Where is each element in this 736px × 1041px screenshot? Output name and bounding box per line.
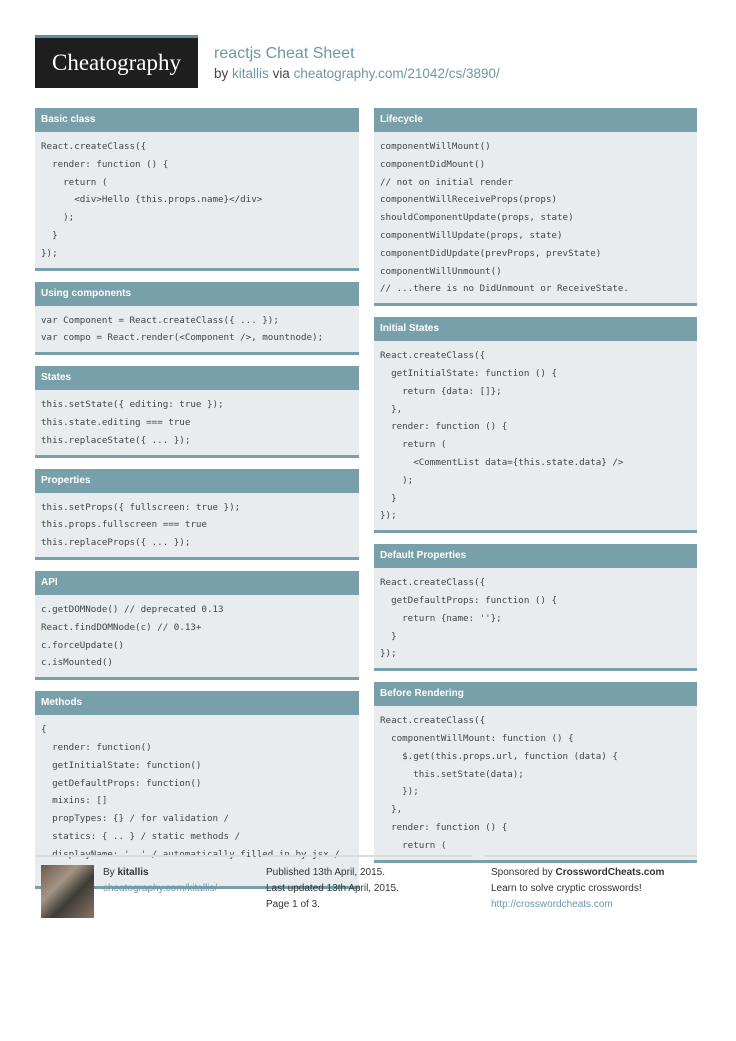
code-block <box>374 341 697 530</box>
page-number: Page 1 of 3. <box>266 899 320 910</box>
code-line: mixins: [] <box>41 795 108 807</box>
code-line: }, <box>380 804 403 816</box>
code-line: } <box>380 630 397 642</box>
sponsor-prefix: Sponsored by <box>491 867 553 878</box>
code-block <box>35 132 359 268</box>
code-block <box>35 306 359 353</box>
code-line: propTypes: {} / for validation / <box>41 813 230 825</box>
sponsor-text: Learn to solve cryptic crosswords! <box>491 883 642 894</box>
code-line: componentWillUnmount() <box>380 265 502 277</box>
code-line: ); <box>41 212 75 224</box>
code-line: React.createClass({ <box>380 350 486 362</box>
code-line: var Component = React.createClass({ ... }); <box>41 314 279 326</box>
sheet-url-link[interactable]: cheatography.com/21042/cs/3890/ <box>293 66 500 81</box>
code-line: var compo = React.render(<Component />, mountnode); <box>41 332 324 344</box>
code-line: componentWillUpdate(props, state) <box>380 229 563 241</box>
code-line: return {name: ''}; <box>380 612 502 624</box>
section-api <box>35 571 359 680</box>
code-block <box>374 568 697 668</box>
code-line: return ( <box>41 176 108 188</box>
code-line: getDefaultProps: function () { <box>380 594 558 606</box>
code-line: render: function () { <box>41 158 169 170</box>
code-line: React.createClass({ <box>41 141 147 152</box>
code-line: return ( <box>380 839 447 851</box>
code-line: getDefaultProps: function() <box>41 777 202 789</box>
code-line: }); <box>41 247 58 259</box>
section-title: API <box>35 571 359 595</box>
section-states <box>35 366 359 457</box>
code-line: this.replaceProps({ ... }); <box>41 537 191 549</box>
code-line: return ( <box>380 439 447 451</box>
published-date: Published 13th April, 2015. <box>266 867 385 878</box>
sponsor-name[interactable]: CrosswordCheats.com <box>555 867 665 878</box>
code-block <box>35 390 359 454</box>
code-line: componentWillReceiveProps(props) <box>380 194 558 206</box>
left-column <box>35 108 359 900</box>
code-line: getInitialState: function () { <box>380 367 558 379</box>
section-using-components <box>35 282 359 356</box>
code-line: getInitialState: function() <box>41 759 202 771</box>
updated-date: Last updated 13th April, 2015. <box>266 883 399 894</box>
footer-dates <box>261 855 472 927</box>
code-line: <CommentList data={this.state.data} /> <box>380 456 624 468</box>
sheet-title: reactjs Cheat Sheet <box>214 45 355 62</box>
footer-author <box>35 855 247 927</box>
code-line: this.setProps({ fullscreen: true }); <box>41 501 241 513</box>
code-line: return {data: []}; <box>380 385 502 397</box>
code-line: { <box>41 724 47 736</box>
footer-author-name[interactable]: kitallis <box>117 867 149 878</box>
section-initial-states <box>374 317 697 533</box>
code-line: this.state.editing === true <box>41 416 191 428</box>
code-line: }); <box>380 510 397 522</box>
code-line: render: function () { <box>380 421 508 433</box>
code-line: c.isMounted() <box>41 657 113 669</box>
section-title: Using components <box>35 282 359 306</box>
code-line: React.findDOMNode(c) // 0.13+ <box>41 621 202 633</box>
footer-author-url[interactable]: cheatography.com/kitallis/ <box>103 883 218 894</box>
code-line: } <box>41 229 58 241</box>
code-line: c.forceUpdate() <box>41 639 124 651</box>
code-line: componentWillMount: function () { <box>380 732 574 744</box>
section-title: Basic class <box>35 108 359 132</box>
code-line: <div>Hello {this.props.name}</div> <box>41 194 263 206</box>
code-line: $.get(this.props.url, function (data) { <box>380 750 618 762</box>
code-block <box>35 595 359 677</box>
code-line: this.replaceState({ ... }); <box>41 434 191 446</box>
code-line: } <box>380 492 397 504</box>
code-line: render: function () { <box>380 821 508 833</box>
code-line: shouldComponentUpdate(props, state) <box>380 212 574 224</box>
section-title: Properties <box>35 469 359 493</box>
sponsor-url[interactable]: http://crosswordcheats.com <box>491 899 613 910</box>
code-line: componentWillMount() <box>380 141 491 152</box>
via-text: via <box>272 66 290 81</box>
code-line: componentDidUpdate(prevProps, prevState) <box>380 247 602 259</box>
by-prefix: by <box>214 66 229 81</box>
footer-by-label: By <box>103 867 115 878</box>
section-basic-class <box>35 108 359 271</box>
code-line: // ...there is no DidUnmount or ReceiveState. <box>380 283 629 295</box>
code-line: this.setState(data); <box>380 768 524 780</box>
code-line: }); <box>380 648 397 660</box>
code-block <box>374 132 697 303</box>
code-line: ); <box>380 474 414 486</box>
author-avatar <box>41 865 94 918</box>
code-line: }); <box>380 786 419 798</box>
section-properties <box>35 469 359 560</box>
code-block <box>35 493 359 557</box>
code-line: this.setState({ editing: true }); <box>41 399 224 411</box>
section-title: Methods <box>35 691 359 715</box>
section-title: Initial States <box>374 317 697 341</box>
section-lifecycle <box>374 108 697 306</box>
footer-sponsor <box>485 855 697 927</box>
section-title: Default Properties <box>374 544 697 568</box>
code-line: componentDidMount() <box>380 158 486 170</box>
code-line: // not on initial render <box>380 176 513 188</box>
code-line: statics: { .. } / static methods / <box>41 830 241 842</box>
code-line: React.createClass({ <box>380 715 486 727</box>
author-link[interactable]: kitallis <box>232 66 269 81</box>
code-line: c.getDOMNode() // deprecated 0.13 <box>41 603 224 615</box>
code-line: React.createClass({ <box>380 577 486 589</box>
section-title: States <box>35 366 359 390</box>
section-title: Before Rendering <box>374 682 697 706</box>
byline <box>214 66 500 81</box>
section-before-rendering <box>374 682 697 862</box>
code-line: displayName: '..' / automatically filled in by jsx / <box>41 848 340 860</box>
code-line: }, <box>380 403 403 415</box>
code-block <box>374 706 697 859</box>
section-title: Lifecycle <box>374 108 697 132</box>
section-default-properties <box>374 544 697 671</box>
cheatography-logo[interactable]: Cheatography <box>35 35 198 88</box>
code-line: render: function() <box>41 741 152 753</box>
right-column <box>374 108 697 874</box>
code-line: this.props.fullscreen === true <box>41 519 207 531</box>
footer <box>35 855 697 925</box>
